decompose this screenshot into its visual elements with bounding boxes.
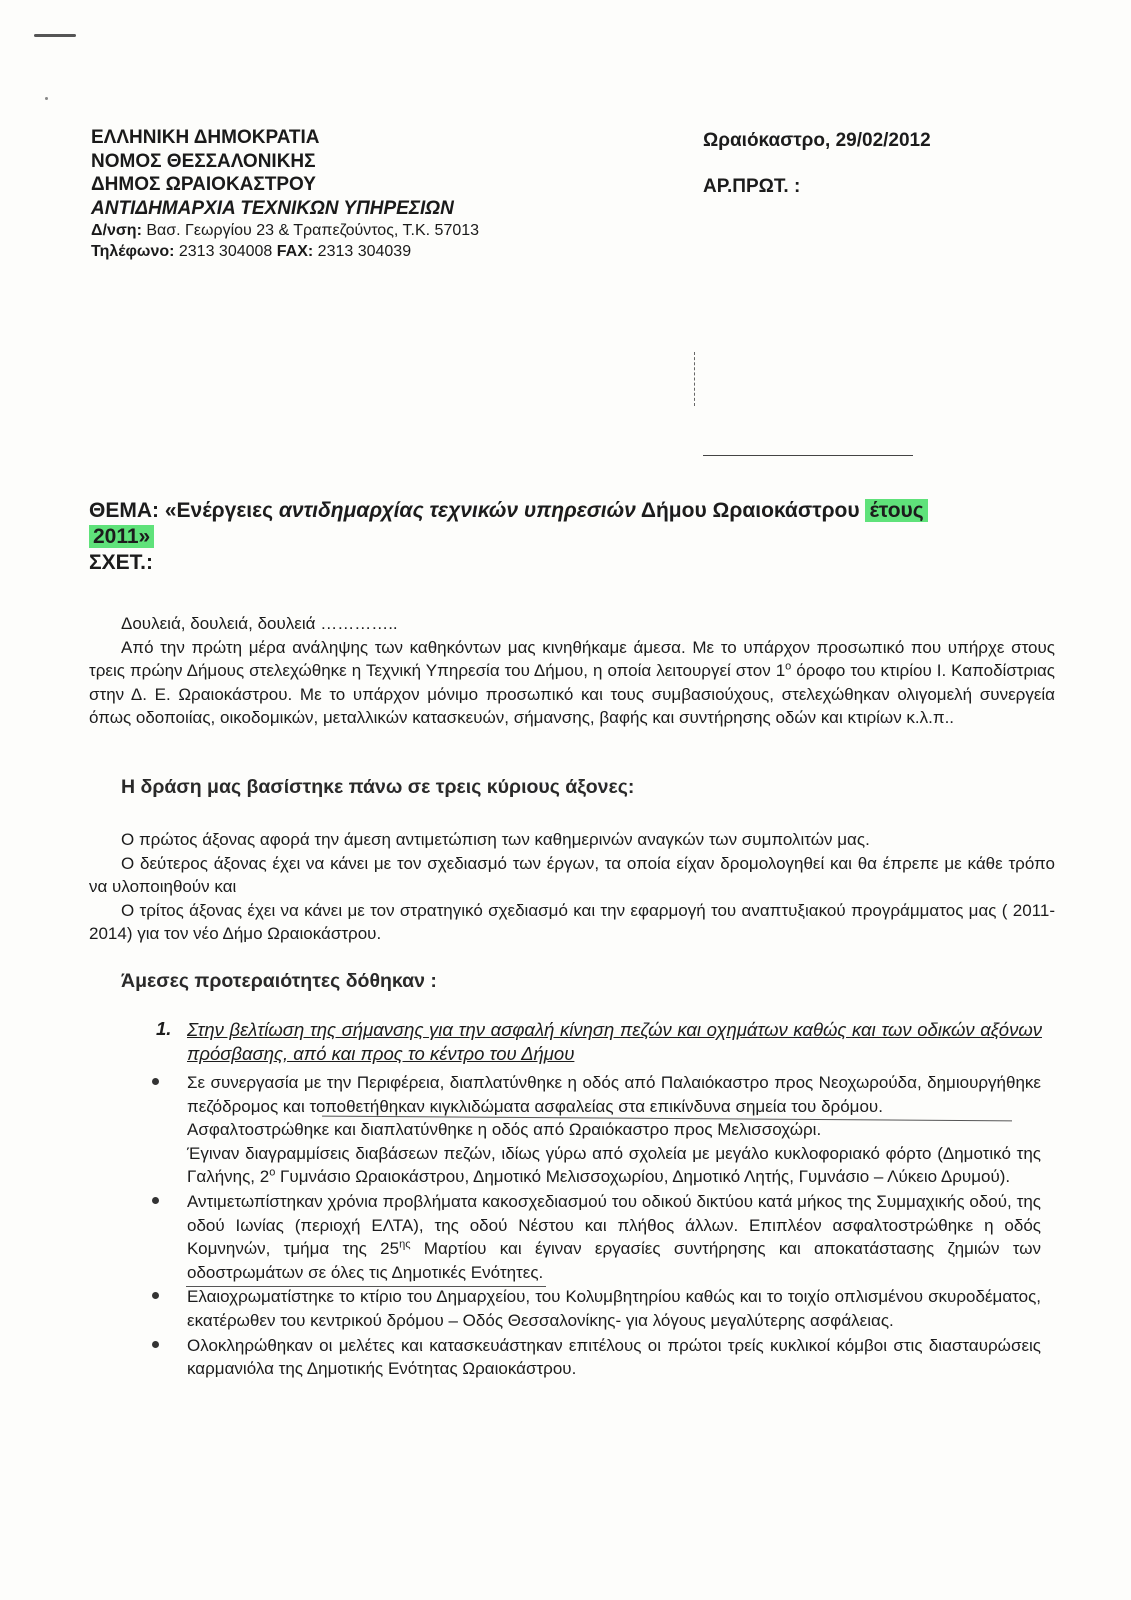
highlight-year: 2011» [89,525,154,548]
intro-opening: Δουλειά, δουλειά, δουλειά ………….. [121,614,398,633]
bullet-icon [152,1292,159,1299]
signature-line [703,455,913,456]
subject-ref: ΣΧΕΤ.: [89,551,153,574]
bullet-text: Ελαιοχρωματίστηκε το κτίριο του Δημαρχείου, του Κολυμβητηρίου καθώς και το τοιχίο οπλισμένου σκυροδέματος, εκατέρωθεν του κεντρικού δρόμου – Οδός Θεσσαλονίκης- για λόγους μεγαλύτερης ασφάλειας. [187,1287,1041,1330]
scan-speck [45,97,48,100]
sender-block [91,126,479,262]
item-title: Στην βελτίωση της σήμανσης για την ασφαλή κίνηση πεζών και οχημάτων καθώς και των οδικών αξόνων πρόσβασης, από και προς το κέντρο του Δήμου [187,1019,1042,1064]
intro-section [89,612,1055,730]
item-number: 1. [156,1018,172,1039]
list-item [152,1071,1041,1189]
axes-section [89,828,1055,946]
bullet-icon [152,1341,159,1348]
axes-title: Η δράση μας βασίστηκε πάνω σε τρεις κύριους άξονες: [121,776,635,798]
list-item [152,1285,1041,1332]
pen-underline [186,1286,546,1287]
header-address: Δ/νση: Βασ. Γεωργίου 23 & Τραπεζούντος, Τ.Κ. 57013 [91,222,480,239]
priorities-title: Άμεσες προτεραιότητες δόθηκαν : [121,970,437,992]
place-date: Ωραιόκαστρο, 29/02/2012 [703,130,931,151]
bullet-text: Ασφαλτοστρώθηκε και διαπλατύνθηκε η οδός από Ωραιόκαστρο προς Μελισσοχώρι. [187,1120,822,1140]
bullet-text: Σε συνεργασία με την Περιφέρεια, διαπλατύνθηκε η οδός από Παλαιόκαστρο προς Νεοχωρούδα, δημιουργήθηκε πεζόδρομος και τοποθετήθηκαν κιγκλιδώματα ασφαλείας στα επικίνδυνα σημεία του δρόμου. [187,1073,1041,1116]
axis-second: Ο δεύτερος άξονας έχει να κάνει με τον σχεδιασμό των έργων, τα οποία είχαν δρομολογηθεί και θα έπρεπε με κάθε τρόπο να υλοποιηθούν και [89,853,1055,897]
header-country: ΕΛΛΗΝΙΚΗ ΔΗΜΟΚΡΑΤΙΑ [91,127,320,148]
header-department: ΑΝΤΙΔΗΜΑΡΧΙΑ ΤΕΧΝΙΚΩΝ ΥΠΗΡΕΣΙΩΝ [91,197,454,219]
bullet-text: Έγιναν διαγραμμίσεις διαβάσεων πεζών, ιδίως γύρω από σχολεία με μεγάλο κυκλοφοριακό φόρτο (Δημοτικό της Γαλήνης, $2^o$ Γυμνάσιο Ωραιοκάστρου, Δημοτικό Μελισσοχωρίου, Δημοτικό Λητής, Γυμνάσιο – Λύκειο Δρυμού). [187,1143,1041,1187]
scan-mark [34,34,76,37]
header-phone: Τηλέφωνο: 2313 304008 FAX: 2313 304039 [91,243,412,260]
axis-first: Ο πρώτος άξονας αφορά την άμεση αντιμετώπιση των καθημερινών αναγκών των συμπολιτών μας. [121,830,870,849]
highlight-year-word: έτους [865,499,927,522]
intro-body: Από την πρώτη μέρα ανάληψης των καθηκόντων μας κινηθήκαμε άμεσα. Με το υπάρχον προσωπικό που υπήρχε στους τρεις πρώην Δήμους στελεχώθηκε η Τεχνική Υπηρεσία του Δήμου, η οποία λειτουργεί στον $1^o$ όροφο του κτιρίου Ι. Καποδίστριας στην Δ. Ε. Ωραιοκάστρου. Με το υπάρχον μόνιμο προσωπικό και τους συμβασιούχους, στελεχώθηκαν ολιγομελή συνεργεία όπως οδοποιίας, οικοδομικών, μεταλλικών κατασκευών, σήμανσης, βαφής και συντήρησης οδών και κτιρίων κ.λ.π.. [89,637,1055,728]
list-item [152,1190,1041,1284]
axis-third: Ο τρίτος άξονας έχει να κάνει με τον στρατηγικό σχεδιασμό και την εφαρμογή του αναπτυξιακού προγράμματος μας ( 2011-2014) για τον νέο Δήμο Ωραιοκάστρου. [89,900,1055,944]
protocol-number: ΑΡ.ΠΡΩΤ. : [703,176,801,197]
bullet-text: Ολοκληρώθηκαν οι μελέτες και κατασκευάστηκαν επιτέλους οι πρώτοι τρείς κυκλικοί κόμβοι στις διασταυρώσεις καρμανιόλα της Δημοτικής Ενότητας Ωραιοκάστρου. [187,1335,1041,1379]
header-prefecture: ΝΟΜΟΣ ΘΕΣΣΑΛΟΝΙΚΗΣ [91,150,316,172]
list-item [152,1334,1041,1381]
subject-line: ΘΕΜΑ: «Ενέργειες αντιδημαρχίας τεχνικών υπηρεσιών Δήμου Ωραιοκάστρου έτους 2011» ΣΧΕΤ.: [89,498,1059,576]
bullet-icon [152,1078,159,1085]
bullet-icon [152,1197,159,1204]
bullet-text: Αντιμετωπίστηκαν χρόνια προβλήματα κακοσχεδιασμού του οδικού δικτύου κατά μήκος της Συμμαχικής οδού, της οδού Ιωνίας (περιοχή ΕΛΤΑ), της οδού Νέστου και πλήθος άλλων. Επιπλέον ασφαλτοστρώθηκε η οδός Κομνηνών, τμήμα της $25^{\eta\varsigma}$ Μαρτίου και έγιναν εργασίες συντήρησης και αποκατάστασης ζημιών των οδοστρωμάτων σε όλες τις Δημοτικές Ενότητες. [187,1191,1041,1282]
header-municipality: ΔΗΜΟΣ ΩΡΑΙΟΚΑΣΤΡΟΥ [91,174,316,195]
stamp-dash-line [694,352,695,406]
